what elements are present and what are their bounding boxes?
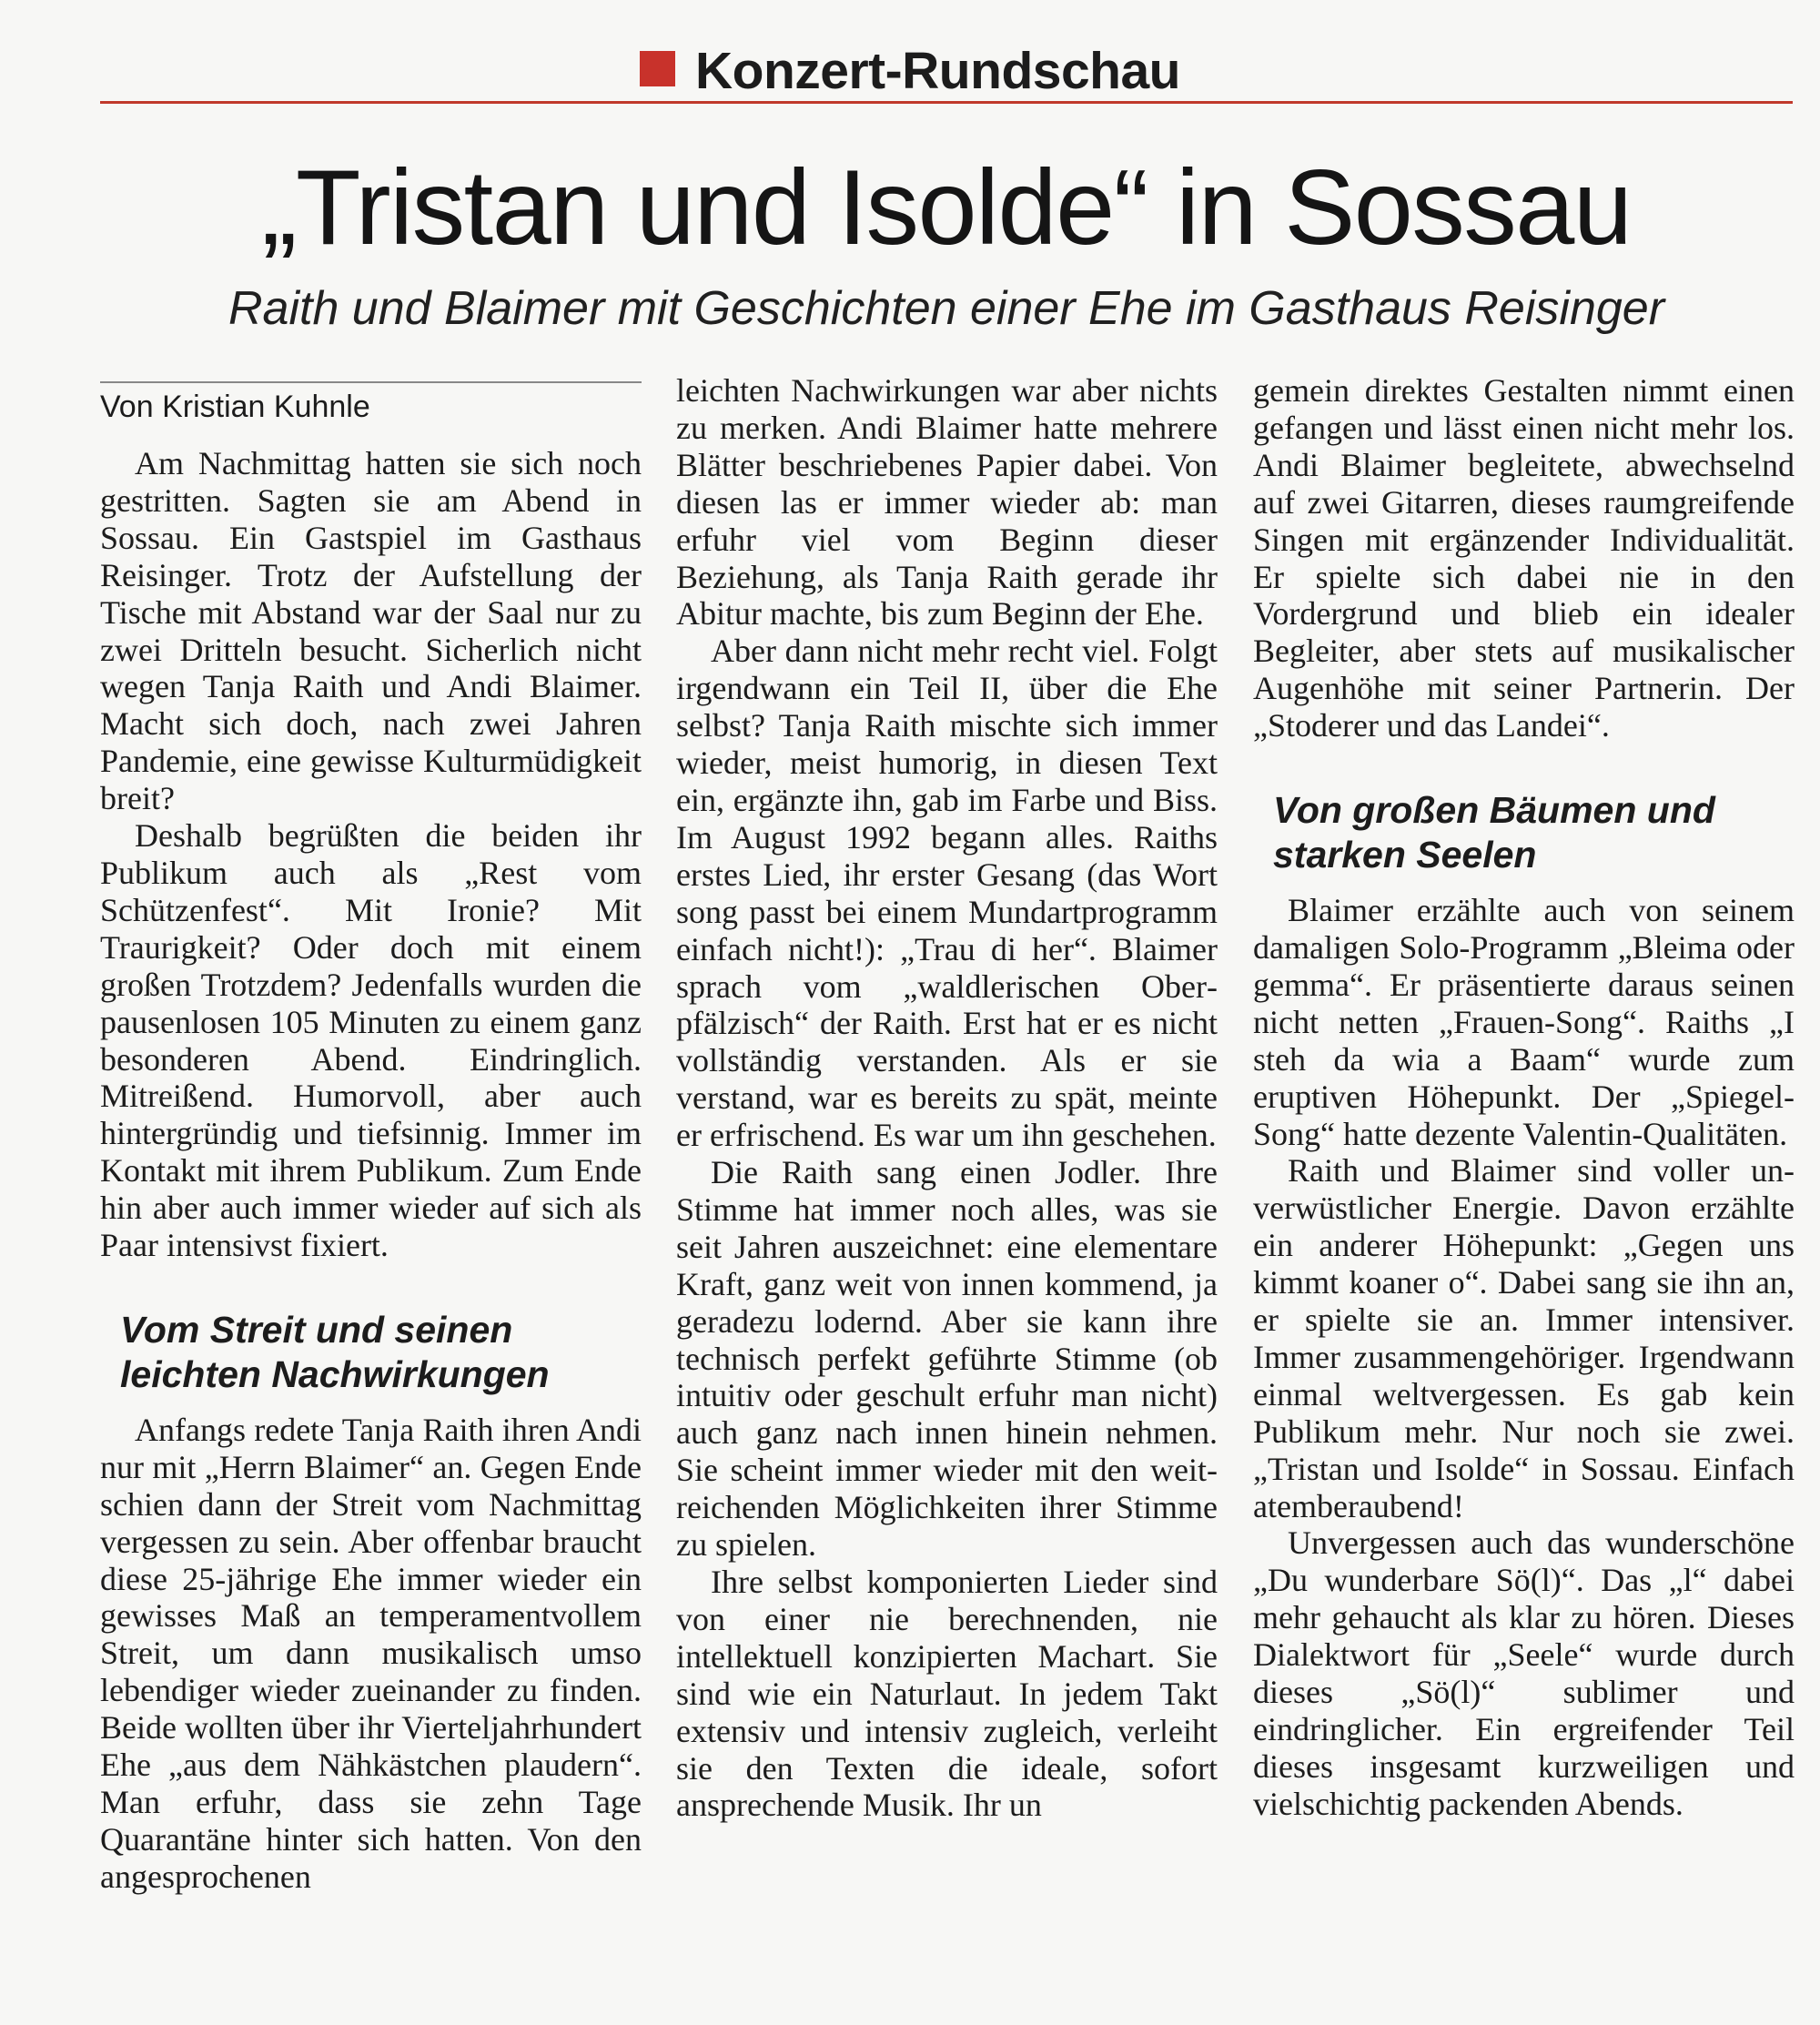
subheading: Vom Streit und seinen leichten Nachwirkungen [120, 1308, 550, 1395]
paragraph: Am Nachmittag hatten sie sich noch gestritten. Sagten sie am Abend in Sossau. Ein Gastspiel im Gasthaus Reisinger. Trotz der Aufstellung der Tische mit Abstand war der Saal nur zu zwei Dritteln besucht. Sicherlich nicht wegen Tanja Raith und Andi Blaimer. Macht sich doch, nach zwei Jahren Pandemie, eine gewisse Kulturmüdigkeit breit? [100, 445, 642, 817]
article-column-3 [1253, 372, 1795, 1823]
rubric-rule [100, 101, 1793, 104]
paragraph: Ihre selbst komponierten Lieder sind von einer nie berechnenden, nie intellektuell konzipierten Machart. Sie sind wie ein Naturlaut. In jedem Takt extensiv und intensiv zugleich, verleiht sie den Texten die ideale, sofort ansprechende Musik. Ihr un [676, 1564, 1218, 1824]
paragraph: Aber dann nicht mehr recht viel. Folgt irgendwann ein Teil II, über die Ehe selbst? Tanja Raith mischte sich immer wieder, meist humorig, in diesen Text ein, ergänzte ihn, gab im Farbe und Biss. Im August 1992 begann alles. Raiths erstes Lied, ihr erster Gesang (das Wort song passt bei einem Mundartprogramm einfach nicht!): „Trau di her“. Blaimer sprach vom „waldlerischen Oberpfälzisch“ der Raith. Erst hat er es nicht vollständig verstanden. Als er sie verstand, war es bereits zu spät, meinte er erfrischend. Es war um ihn geschehen. [676, 633, 1218, 1154]
paragraph: Deshalb begrüßten die beiden ihr Publikum auch als „Rest vom Schützenfest“. Mit Ironie? Mit Traurigkeit? Oder doch mit einem großen Trotzdem? Jedenfalls wurden die pausenlosen 105 Minuten zu einem ganz besonderen Abend. Eindringlich. Mitreißend. Humorvoll, aber auch hintergründig und tiefsinnig. Immer im Kontakt mit ihrem Publikum. Zum Ende hin aber auch immer wieder auf sich als Paar intensivst fixiert. [100, 817, 642, 1264]
byline: Von Kristian Kuhnle [100, 390, 370, 424]
paragraph: Unvergessen auch das wunderschöne „Du wunderbare Sö(l)“. Das „l“ dabei mehr gehaucht als klar zu hören. Dieses Dialektwort für „Seele“ wurde durch dieses „Sö(l)“ sublimer und eindringlicher. Ein ergreifender Teil dieses insgesamt kurzweiligen und vielschichtig packenden Abends. [1253, 1524, 1795, 1822]
paragraph: Raith und Blaimer sind voller unverwüstlicher Energie. Davon erzählte ein anderer Höhepunkt: „Gegen uns kimmt koaner o“. Dabei sang sie ihn an, er spielte sie an. Immer intensiver. Immer zusammengehöriger. Irgendwann einmal weltvergessen. Es gab kein Publikum mehr. Nur noch sie zwei. „Tristan und Isolde“ in Sossau. Einfach atemberaubend! [1253, 1152, 1795, 1524]
subheading: Von großen Bäumen und starken Seelen [1273, 789, 1715, 876]
rubric [0, 40, 1820, 102]
article-subheadline: Raith und Blaimer mit Geschichten einer Ehe im Gasthaus Reisinger [228, 282, 1665, 335]
article-column-1 [100, 372, 642, 1896]
paragraph: Anfangs redete Tanja Raith ihren Andi nur mit „Herrn Blaimer“ an. Gegen Ende schien dann der Streit vom Nachmittag vergessen zu sein. Aber offenbar braucht diese 25-jährige Ehe immer wieder ein gewisses Maß an temperamentvollem Streit, um dann musikalisch umso lebendiger wieder zueinander zu finden. Beide wollten über ihr Vierteljahrhundert Ehe „aus dem Nähkästchen plaudern“. Man erfuhr, dass sie zehn Tage Quarantäne hinter sich hatten. Von den angesprochenen [100, 1411, 642, 1895]
rubric-square-icon [640, 51, 675, 86]
paragraph-continued: leichten Nachwirkungen war aber nichts zu merken. Andi Blaimer hatte mehrere Blätter beschriebenes Papier dabei. Von diesen las er immer wieder ab: man erfuhr viel vom Beginn dieser Beziehung, als Tanja Raith gerade ihr Abitur machte, bis zum Beginn der Ehe. [676, 372, 1218, 633]
article-column-2 [676, 372, 1218, 1824]
article-headline: „Tristan und Isolde“ in Sossau [261, 147, 1632, 267]
paragraph: Die Raith sang einen Jodler. Ihre Stimme hat immer noch alles, was sie seit Jahren auszeichnet: eine elementare Kraft, ganz weit von innen kommend, ja geradezu lodernd. Aber sie kann ihre technisch perfekt geführte Stimme (ob intuitiv oder geschult erfuhr man nicht) auch ganz nach innen hinein nehmen. Sie scheint immer wieder mit den weitreichenden Möglichkeiten ihrer Stimme zu spielen. [676, 1154, 1218, 1564]
paragraph-continued: gemein direktes Gestalten nimmt einen gefangen und lässt einen nicht mehr los. Andi Blaimer begleitete, abwechselnd auf zwei Gitarren, dieses raumgreifende Singen mit ergänzender Individualität. Er spielte sich dabei nie in den Vordergrund und blieb ein idealer Begleiter, aber stets auf musikalischer Augenhöhe mit seiner Partnerin. Der „Stoderer und das Landei“. [1253, 372, 1795, 744]
rubric-label: Konzert-Rundschau [695, 42, 1180, 100]
paragraph: Blaimer erzählte auch von seinem damaligen Solo-Programm „Bleima oder gemma“. Er präsentierte daraus seinen nicht netten „Frauen-Song“. Raiths „I steh da wia a Baam“ wurde zum eruptiven Höhepunkt. Der „Spiegel-Song“ hatte dezente Valentin-Qualitäten. [1253, 892, 1795, 1152]
